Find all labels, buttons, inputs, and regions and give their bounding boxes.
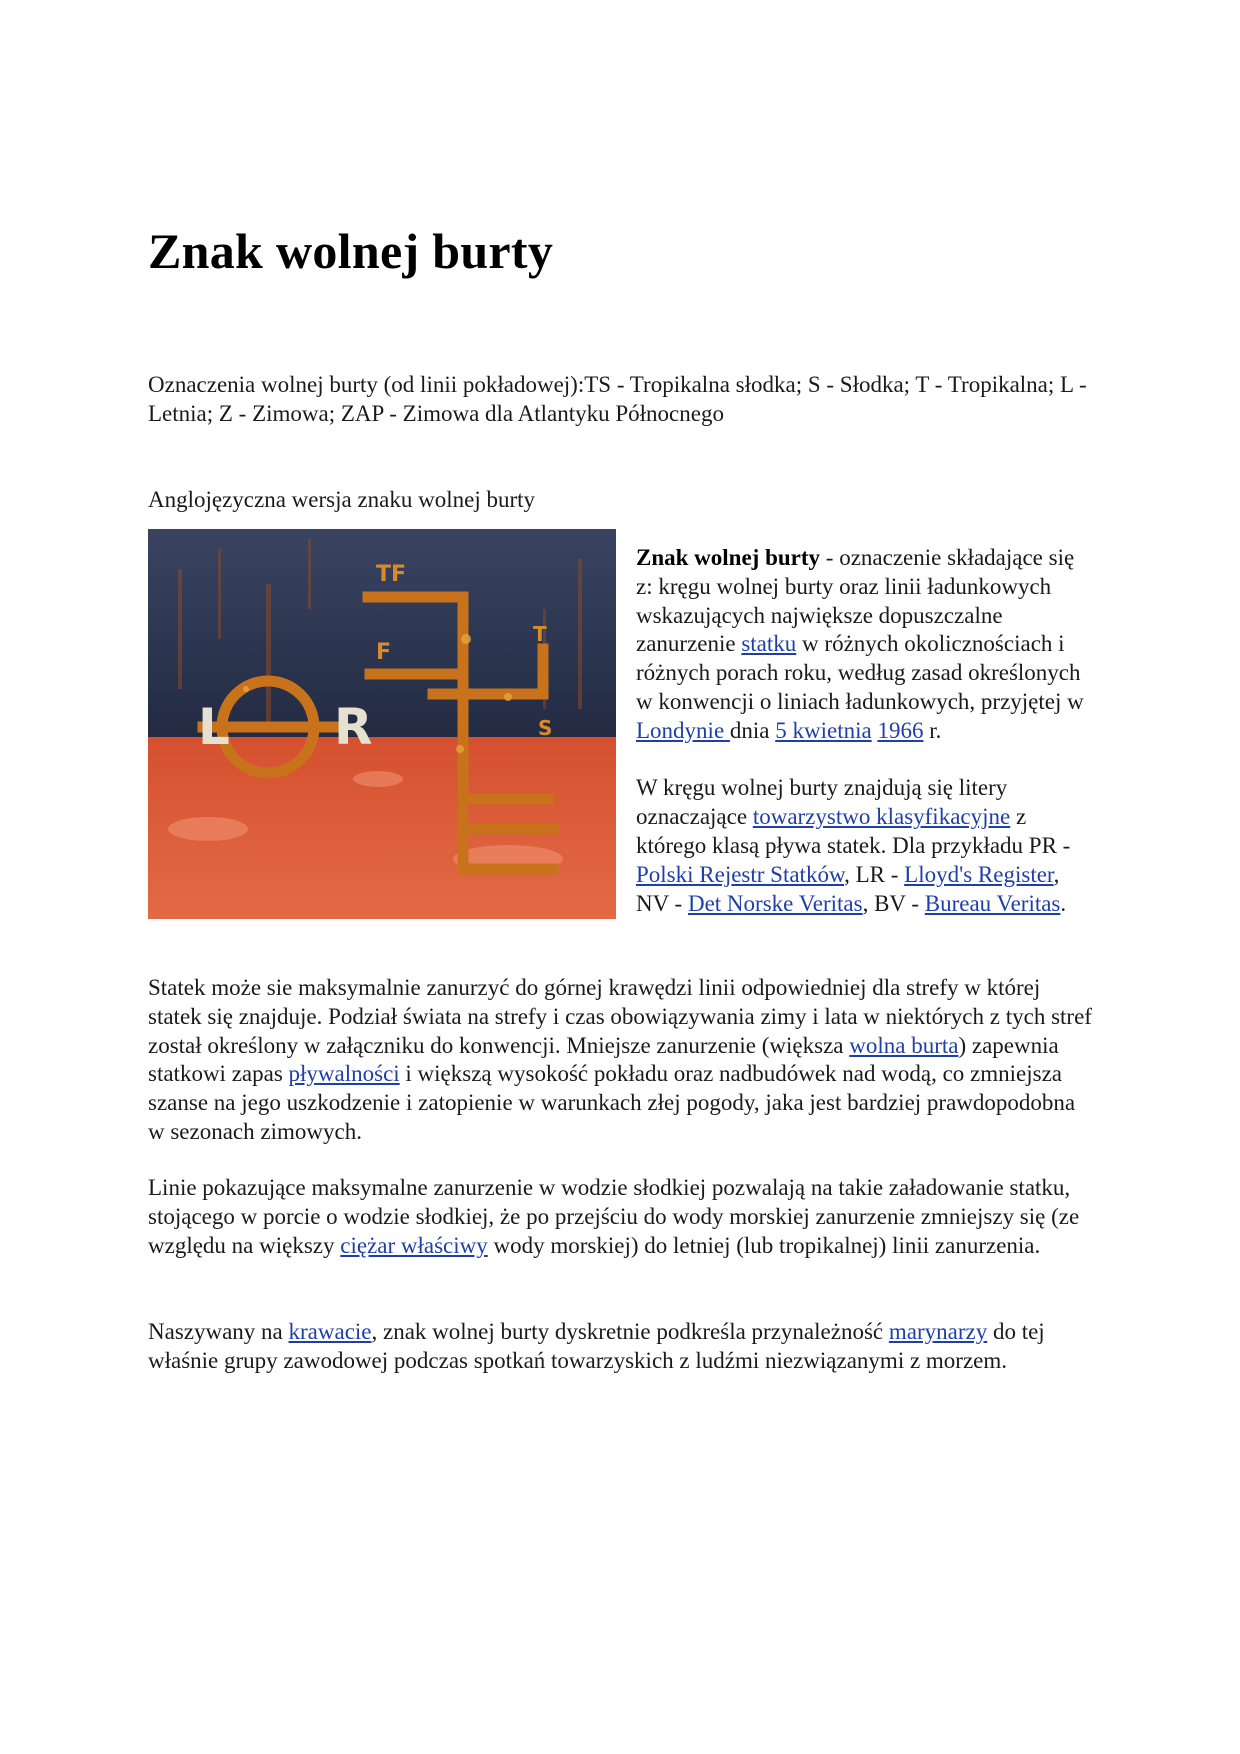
link-polski-rejestr[interactable]: Polski Rejestr Statków: [636, 861, 845, 887]
intro-paragraph: Oznaczenia wolnej burty (od linii pokładowej):TS - Tropikalna słodka; S - Słodka; T - Tropikalna; L - Letnia; Z - Zimowa; ZAP - Zimowa dla Atlantyku Północnego: [148, 372, 1087, 426]
link-date[interactable]: 5 kwietnia: [775, 717, 872, 743]
definition-term: Znak wolnej burty: [636, 545, 821, 570]
link-marynarzy[interactable]: marynarzy: [888, 1319, 988, 1344]
page-title: Znak wolnej burty: [148, 223, 554, 279]
letter-t: T: [533, 622, 547, 646]
link-statku[interactable]: statku: [741, 631, 797, 657]
letter-l: L: [198, 698, 230, 756]
letter-s: S: [538, 716, 553, 740]
letter-r: R: [334, 698, 373, 756]
draft-paragraph: Statek może sie maksymalnie zanurzyć do górnej krawędzi linii odpowiedniej dla strefy w której statek się znajduje. Podział świata na strefy i czas obowiązywania zimy i lata w niektórych z tych stref został określony w załączniku do konwencji. Mniejsze zanurzenie (większa wolna burta) zapewnia statkowi zapas pływalności i większą wysokość pokładu oraz nadbudówek nad wodą, co zmniejsza szanse na jego uszkodzenie i zatopienie w warunkach złej pogody, jaka jest bardziej prawdopodobna w sezonach zimowych.: [148, 975, 1092, 1144]
link-ciezar-wlasciwy[interactable]: ciężar właściwy: [340, 1232, 488, 1258]
link-towarzystwo[interactable]: towarzystwo klasyfikacyjne: [752, 804, 1011, 830]
link-londynie[interactable]: Londynie: [636, 717, 730, 743]
tie-paragraph: Naszywany na krawacie, znak wolnej burty dyskretnie podkreśla przynależność marynarzy do tej właśnie grupy zawodowej podczas spotkań towarzyskich z ludźmi niezwiązanymi z morzem.: [148, 1319, 1045, 1373]
freshwater-paragraph: Linie pokazujące maksymalne zanurzenie w wodzie słodkiej pozwalają na takie załadowanie statku, stojącego w porcie o wodzie słodkiej, że po przejściu do wody morskiej zanurzenie zmniejszy się (ze względu na większy ciężar właściwy wody morskiej) do letniej (lub tropikalnej) linii zanurzenia.: [148, 1175, 1080, 1258]
link-bureau-veritas[interactable]: Bureau Veritas: [924, 890, 1061, 916]
letter-f: F: [376, 640, 392, 665]
load-line-photo: [148, 529, 616, 919]
link-det-norske-veritas[interactable]: Det Norske Veritas: [687, 890, 863, 916]
link-wolna-burta[interactable]: wolna burta: [849, 1032, 959, 1058]
link-lloyds-register[interactable]: Lloyd's Register: [904, 861, 1054, 887]
letter-tf: TF: [376, 562, 407, 587]
circle-paragraph: W kręgu wolnej burty znajdują się litery oznaczające towarzystwo klasyfikacyjne z którego klasą pływa statek. Dla przykładu PR - Polski Rejestr Statków, LR - Lloyd's Register, NV - Det Norske Veritas, BV - Bureau Veritas.: [636, 775, 1071, 916]
link-krawacie[interactable]: krawacie: [288, 1319, 372, 1344]
load-line-mark-image: [148, 529, 616, 919]
definition-section: [148, 544, 1092, 919]
link-plywalnosci[interactable]: pływalności: [288, 1061, 400, 1087]
image-caption: Anglojęzyczna wersja znaku wolnej burty: [148, 487, 536, 512]
link-year[interactable]: 1966: [877, 717, 924, 743]
definition-paragraph: Znak wolnej burty - oznaczenie składające się z: kręgu wolnej burty oraz linii ładunkowych wskazujących największe dopuszczalne zanurzenie statku w różnych okolicznościach i różnych porach roku, według zasad określonych w konwencji o liniach ładunkowych, przyjętej w Londynie dnia 5 kwietnia 1966 r.: [636, 545, 1084, 743]
